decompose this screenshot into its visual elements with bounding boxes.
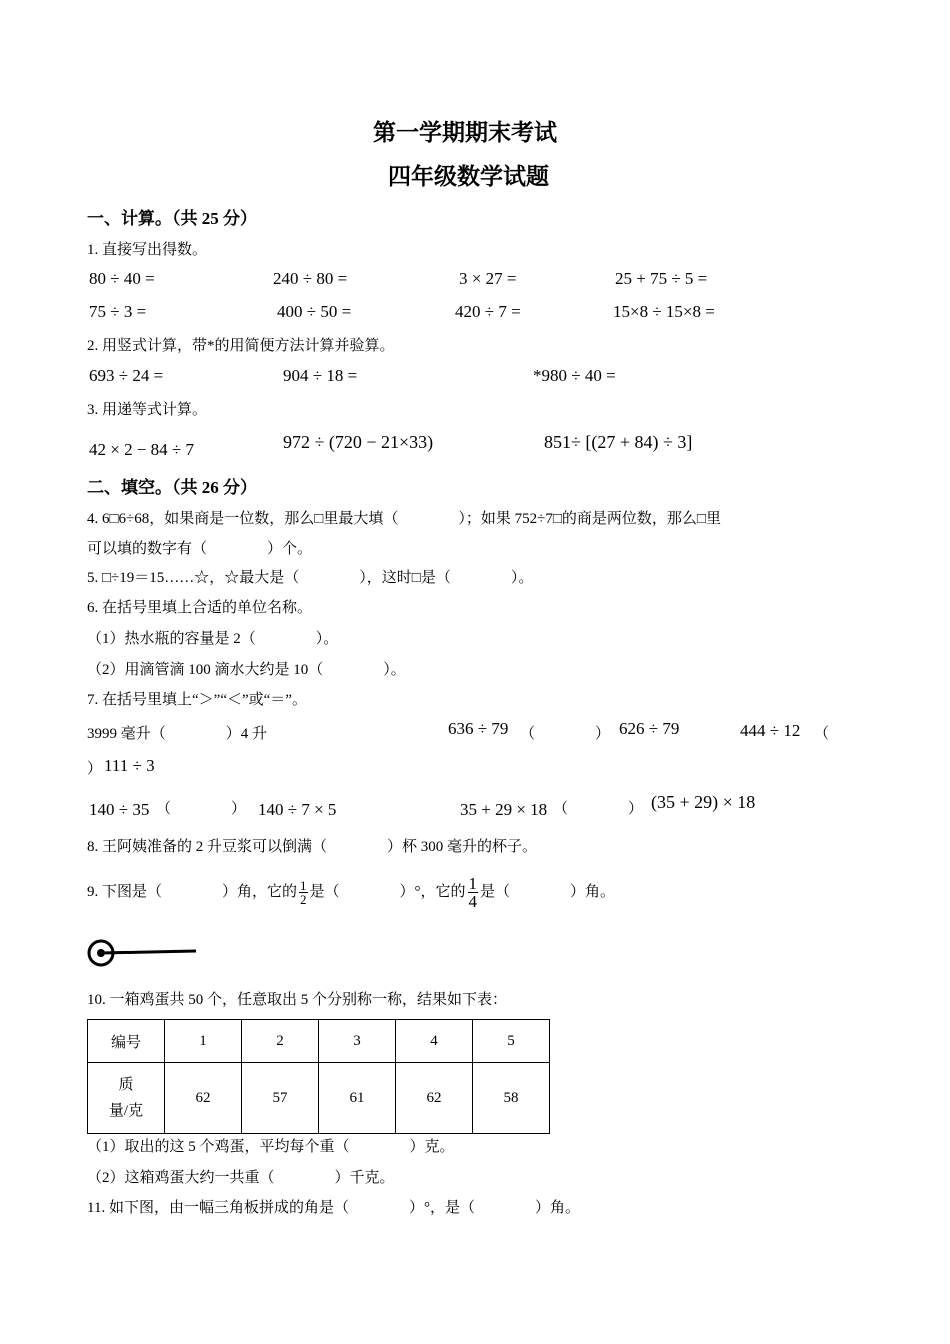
table-cell: 62 — [165, 1063, 242, 1134]
question-10: 10. 一箱鸡蛋共 50 个，任意取出 5 个分别称一称，结果如下表： — [87, 992, 508, 1008]
compare-right: 626 ÷ 79 — [619, 719, 680, 738]
compare-item: 3999 毫升（ ）4 升 — [87, 726, 268, 742]
table-header-cell: 5 — [473, 1020, 550, 1063]
question-9 — [87, 868, 615, 916]
compare-left: 444 ÷ 12 — [740, 721, 801, 740]
compare-left: 140 ÷ 35 — [89, 800, 150, 819]
row-label-line-1: 质 — [118, 1077, 134, 1093]
compare-blank-open: （ — [814, 726, 830, 742]
fraction-numerator: 1 — [468, 874, 478, 894]
question-5: 5. □÷19＝15……☆，☆最大是（ ），这时□是（ ）。 — [87, 570, 534, 586]
step-calc-item: 851÷ [(27 + 84) ÷ 3] — [544, 432, 693, 452]
section-2-heading: 二、填空。（共 26 分） — [87, 478, 257, 497]
question-6-2: （2）用滴管滴 100 滴水大约是 10（ ）。 — [87, 662, 406, 678]
angle-ray — [101, 951, 196, 953]
table-header-cell: 3 — [319, 1020, 396, 1063]
vertical-calc-item: 693 ÷ 24 = — [89, 366, 164, 385]
table-row-label — [88, 1063, 165, 1134]
calc-item: 400 ÷ 50 = — [277, 302, 352, 321]
exam-subtitle: 四年级数学试题 — [388, 164, 549, 189]
question-6: 6. 在括号里填上合适的单位名称。 — [87, 600, 313, 616]
calc-item: 75 ÷ 3 = — [89, 302, 147, 321]
compare-blank: （ ） — [553, 801, 644, 817]
table-header-cell: 1 — [165, 1020, 242, 1063]
compare-right: 140 ÷ 7 × 5 — [258, 800, 337, 819]
table-cell: 62 — [396, 1063, 473, 1134]
question-9-part-1: 9. 下图是（ ）角，它的 — [87, 884, 298, 900]
table-header-cell: 2 — [242, 1020, 319, 1063]
calc-item: 15×8 ÷ 15×8 = — [613, 302, 715, 321]
question-2: 2. 用竖式计算，带*的用简便方法计算并验算。 — [87, 338, 395, 354]
compare-right: (35 + 29) × 18 — [651, 792, 756, 812]
fraction-denominator: 2 — [300, 892, 307, 908]
question-1: 1. 直接写出得数。 — [87, 242, 208, 258]
calc-item: 420 ÷ 7 = — [455, 302, 521, 321]
step-calc-item: 42 × 2 − 84 ÷ 7 — [89, 440, 195, 459]
question-4-line-1: 4. 6□6÷68，如果商是一位数，那么□里最大填（ ）；如果 752÷7□的商是两位数，那么□里 — [87, 511, 721, 527]
question-9-part-2: 是（ ）°，它的 — [309, 884, 466, 900]
question-7: 7. 在括号里填上“＞”“＜”或“＝”。 — [87, 692, 307, 708]
fraction-numerator: 1 — [300, 878, 307, 894]
question-11: 11. 如下图，由一幅三角板拼成的角是（ ）°，是（ ）角。 — [87, 1200, 580, 1216]
table-row — [88, 1020, 550, 1063]
vertical-calc-item: *980 ÷ 40 = — [533, 366, 616, 385]
compare-blank-close: ） — [87, 761, 103, 777]
table-cell: 58 — [473, 1063, 550, 1134]
egg-weight-table — [87, 1019, 550, 1134]
question-9-part-3: 是（ ）角。 — [480, 884, 616, 900]
table-cell: 57 — [242, 1063, 319, 1134]
table-row — [88, 1063, 550, 1134]
calc-item: 25 + 75 ÷ 5 = — [615, 269, 708, 288]
calc-item: 3 × 27 = — [459, 269, 517, 288]
question-10-2: （2）这箱鸡蛋大约一共重（ ）千克。 — [87, 1170, 395, 1186]
step-calc-item: 972 ÷ (720 − 21×33) — [283, 432, 434, 452]
straight-angle-figure — [86, 936, 200, 970]
calc-item: 80 ÷ 40 = — [89, 269, 155, 288]
table-cell: 61 — [319, 1063, 396, 1134]
table-header-cell: 编号 — [88, 1020, 165, 1063]
question-3: 3. 用递等式计算。 — [87, 402, 208, 418]
vertical-calc-item: 904 ÷ 18 = — [283, 366, 358, 385]
fraction-one-half — [299, 879, 308, 906]
row-label-line-2: 量/克 — [108, 1103, 144, 1119]
question-6-1: （1）热水瓶的容量是 2（ ）。 — [87, 631, 339, 647]
table-header-cell: 4 — [396, 1020, 473, 1063]
exam-title: 第一学期期末考试 — [373, 120, 557, 145]
compare-right: 111 ÷ 3 — [104, 756, 155, 775]
question-10-1: （1）取出的这 5 个鸡蛋，平均每个重（ ）克。 — [87, 1139, 455, 1155]
fraction-denominator: 4 — [468, 892, 478, 912]
question-8: 8. 王阿姨准备的 2 升豆浆可以倒满（ ）杯 300 毫升的杯子。 — [87, 839, 538, 855]
fraction-one-quarter — [468, 875, 479, 910]
question-4-line-2: 可以填的数字有（ ）个。 — [87, 541, 313, 557]
calc-item: 240 ÷ 80 = — [273, 269, 348, 288]
compare-blank: （ ） — [520, 726, 611, 742]
compare-left: 35 + 29 × 18 — [460, 800, 548, 819]
compare-left: 636 ÷ 79 — [448, 719, 509, 738]
section-1-heading: 一、计算。（共 25 分） — [87, 209, 257, 228]
compare-blank: （ ） — [156, 801, 247, 817]
